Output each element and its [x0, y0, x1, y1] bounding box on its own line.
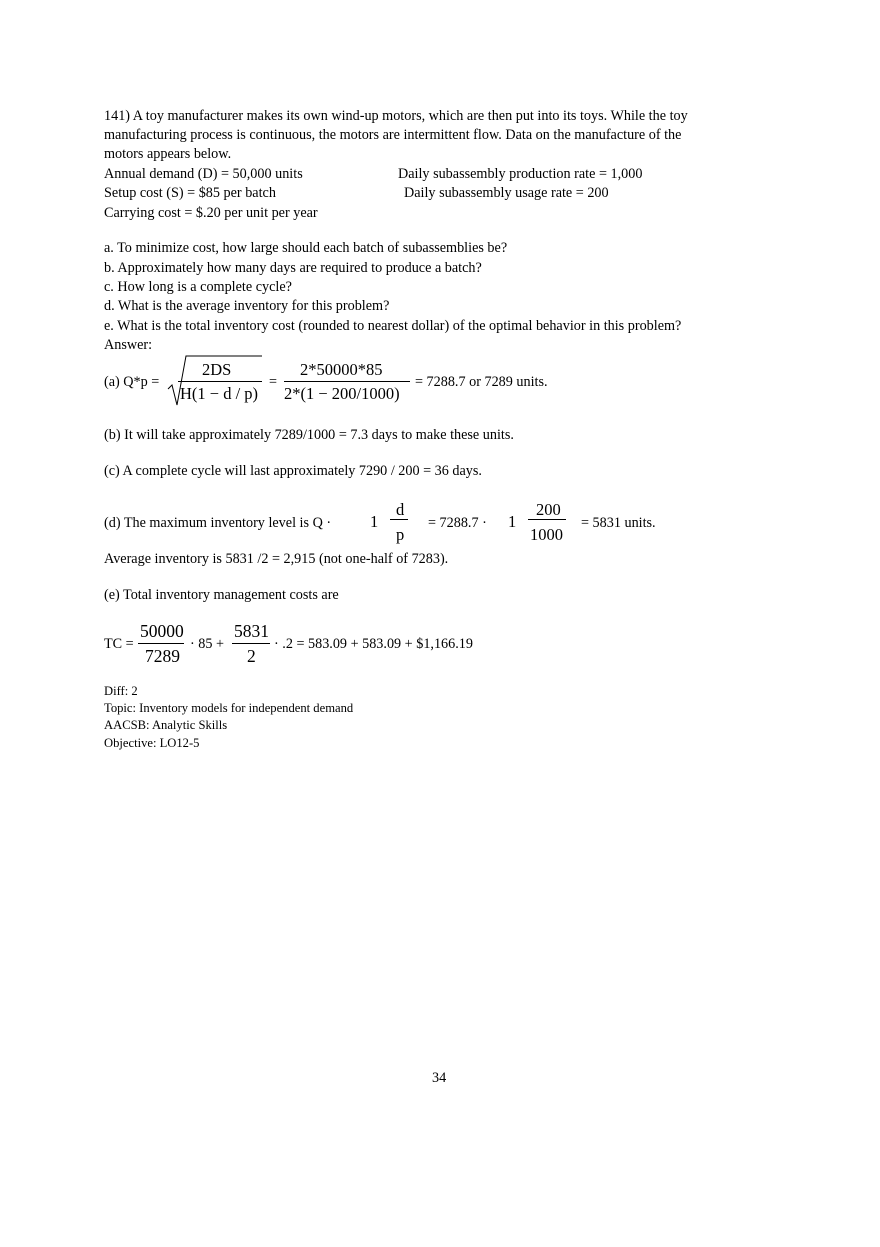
question-line-3: motors appears below.	[104, 146, 232, 162]
answer-e-result: · .2 = 583.09 + 583.09 + $1,166.19	[274, 636, 473, 652]
question-line-1: 141) A toy manufacturer makes its own wind-up motors, which are then put into its toys. While the toy	[104, 108, 688, 124]
answer-d-one: 1	[370, 512, 379, 531]
answer-d-f-denominator: p	[396, 525, 405, 544]
question-part-d: d. What is the average inventory for this problem?	[104, 298, 390, 314]
answer-d-f2-bar	[528, 519, 566, 520]
answer-a-f1-numerator: 2DS	[202, 360, 232, 379]
answer-a-f1-denominator: H(1 − d / p)	[180, 384, 259, 403]
data-annual-demand: Annual demand (D) = 50,000 units	[104, 166, 303, 182]
meta-aacsb: AACSB: Analytic Skills	[104, 718, 228, 732]
answer-d-result: = 5831 units.	[581, 515, 656, 531]
question-line-2: manufacturing process is continuous, the motors are intermittent flow. Data on the manufacture of the	[104, 127, 682, 143]
data-usage-rate: Daily subassembly usage rate = 200	[404, 185, 609, 201]
question-part-e: e. What is the total inventory cost (rounded to nearest dollar) of the optimal behavior in this problem?	[104, 318, 682, 334]
question-part-c: c. How long is a complete cycle?	[104, 279, 292, 295]
answer-e-f2-numerator: 5831	[234, 621, 269, 641]
question-part-b: b. Approximately how many days are required to produce a batch?	[104, 260, 482, 276]
answer-d-f2-denominator: 1000	[530, 525, 563, 544]
answer-e-f1-bar	[138, 643, 184, 644]
meta-topic: Topic: Inventory models for independent demand	[104, 701, 354, 715]
answer-a-f2-numerator: 2*50000*85	[300, 360, 383, 379]
answer-e-f2-bar	[232, 643, 270, 644]
answer-a-f2-denominator: 2*(1 − 200/1000)	[284, 384, 400, 403]
data-setup-cost: Setup cost (S) = $85 per batch	[104, 185, 276, 201]
data-production-rate: Daily subassembly production rate = 1,000	[398, 166, 643, 182]
answer-e-prefix: TC =	[104, 636, 134, 652]
answer-d-mid: = 7288.7 ·	[428, 515, 487, 531]
meta-difficulty: Diff: 2	[104, 684, 138, 698]
answer-a-result: = 7288.7 or 7289 units.	[415, 374, 548, 390]
meta-objective: Objective: LO12-5	[104, 736, 200, 750]
answer-a-equals: =	[269, 374, 278, 390]
answer-d-f-bar	[390, 519, 408, 520]
answer-e-f1-numerator: 50000	[140, 621, 184, 641]
question-part-a: a. To minimize cost, how large should each batch of subassemblies be?	[104, 240, 508, 256]
page-number: 34	[432, 1070, 447, 1086]
answer-e-mid: · 85 +	[190, 636, 225, 652]
answer-e-f1-denominator: 7289	[145, 646, 180, 666]
answer-d-f2-numerator: 200	[536, 500, 561, 519]
answer-a-f2-bar	[284, 381, 410, 382]
answer-e-f2-denominator: 2	[247, 646, 256, 666]
answer-b: (b) It will take approximately 7289/1000 = 7.3 days to make these units.	[104, 427, 514, 443]
data-carrying-cost: Carrying cost = $.20 per unit per year	[104, 205, 318, 221]
answer-a-prefix: (a) Q*p =	[104, 374, 160, 390]
answer-label: Answer:	[104, 337, 153, 353]
answer-e-intro: (e) Total inventory management costs are	[104, 587, 339, 603]
answer-d-prefix: (d) The maximum inventory level is Q ·	[104, 515, 332, 531]
answer-a-f1-bar	[178, 381, 262, 382]
answer-d-one-2: 1	[508, 512, 517, 531]
answer-d-average: Average inventory is 5831 /2 = 2,915 (not one-half of 7283).	[104, 551, 449, 567]
answer-c: (c) A complete cycle will last approximately 7290 / 200 = 36 days.	[104, 463, 482, 479]
answer-d-f-numerator: d	[396, 500, 405, 519]
